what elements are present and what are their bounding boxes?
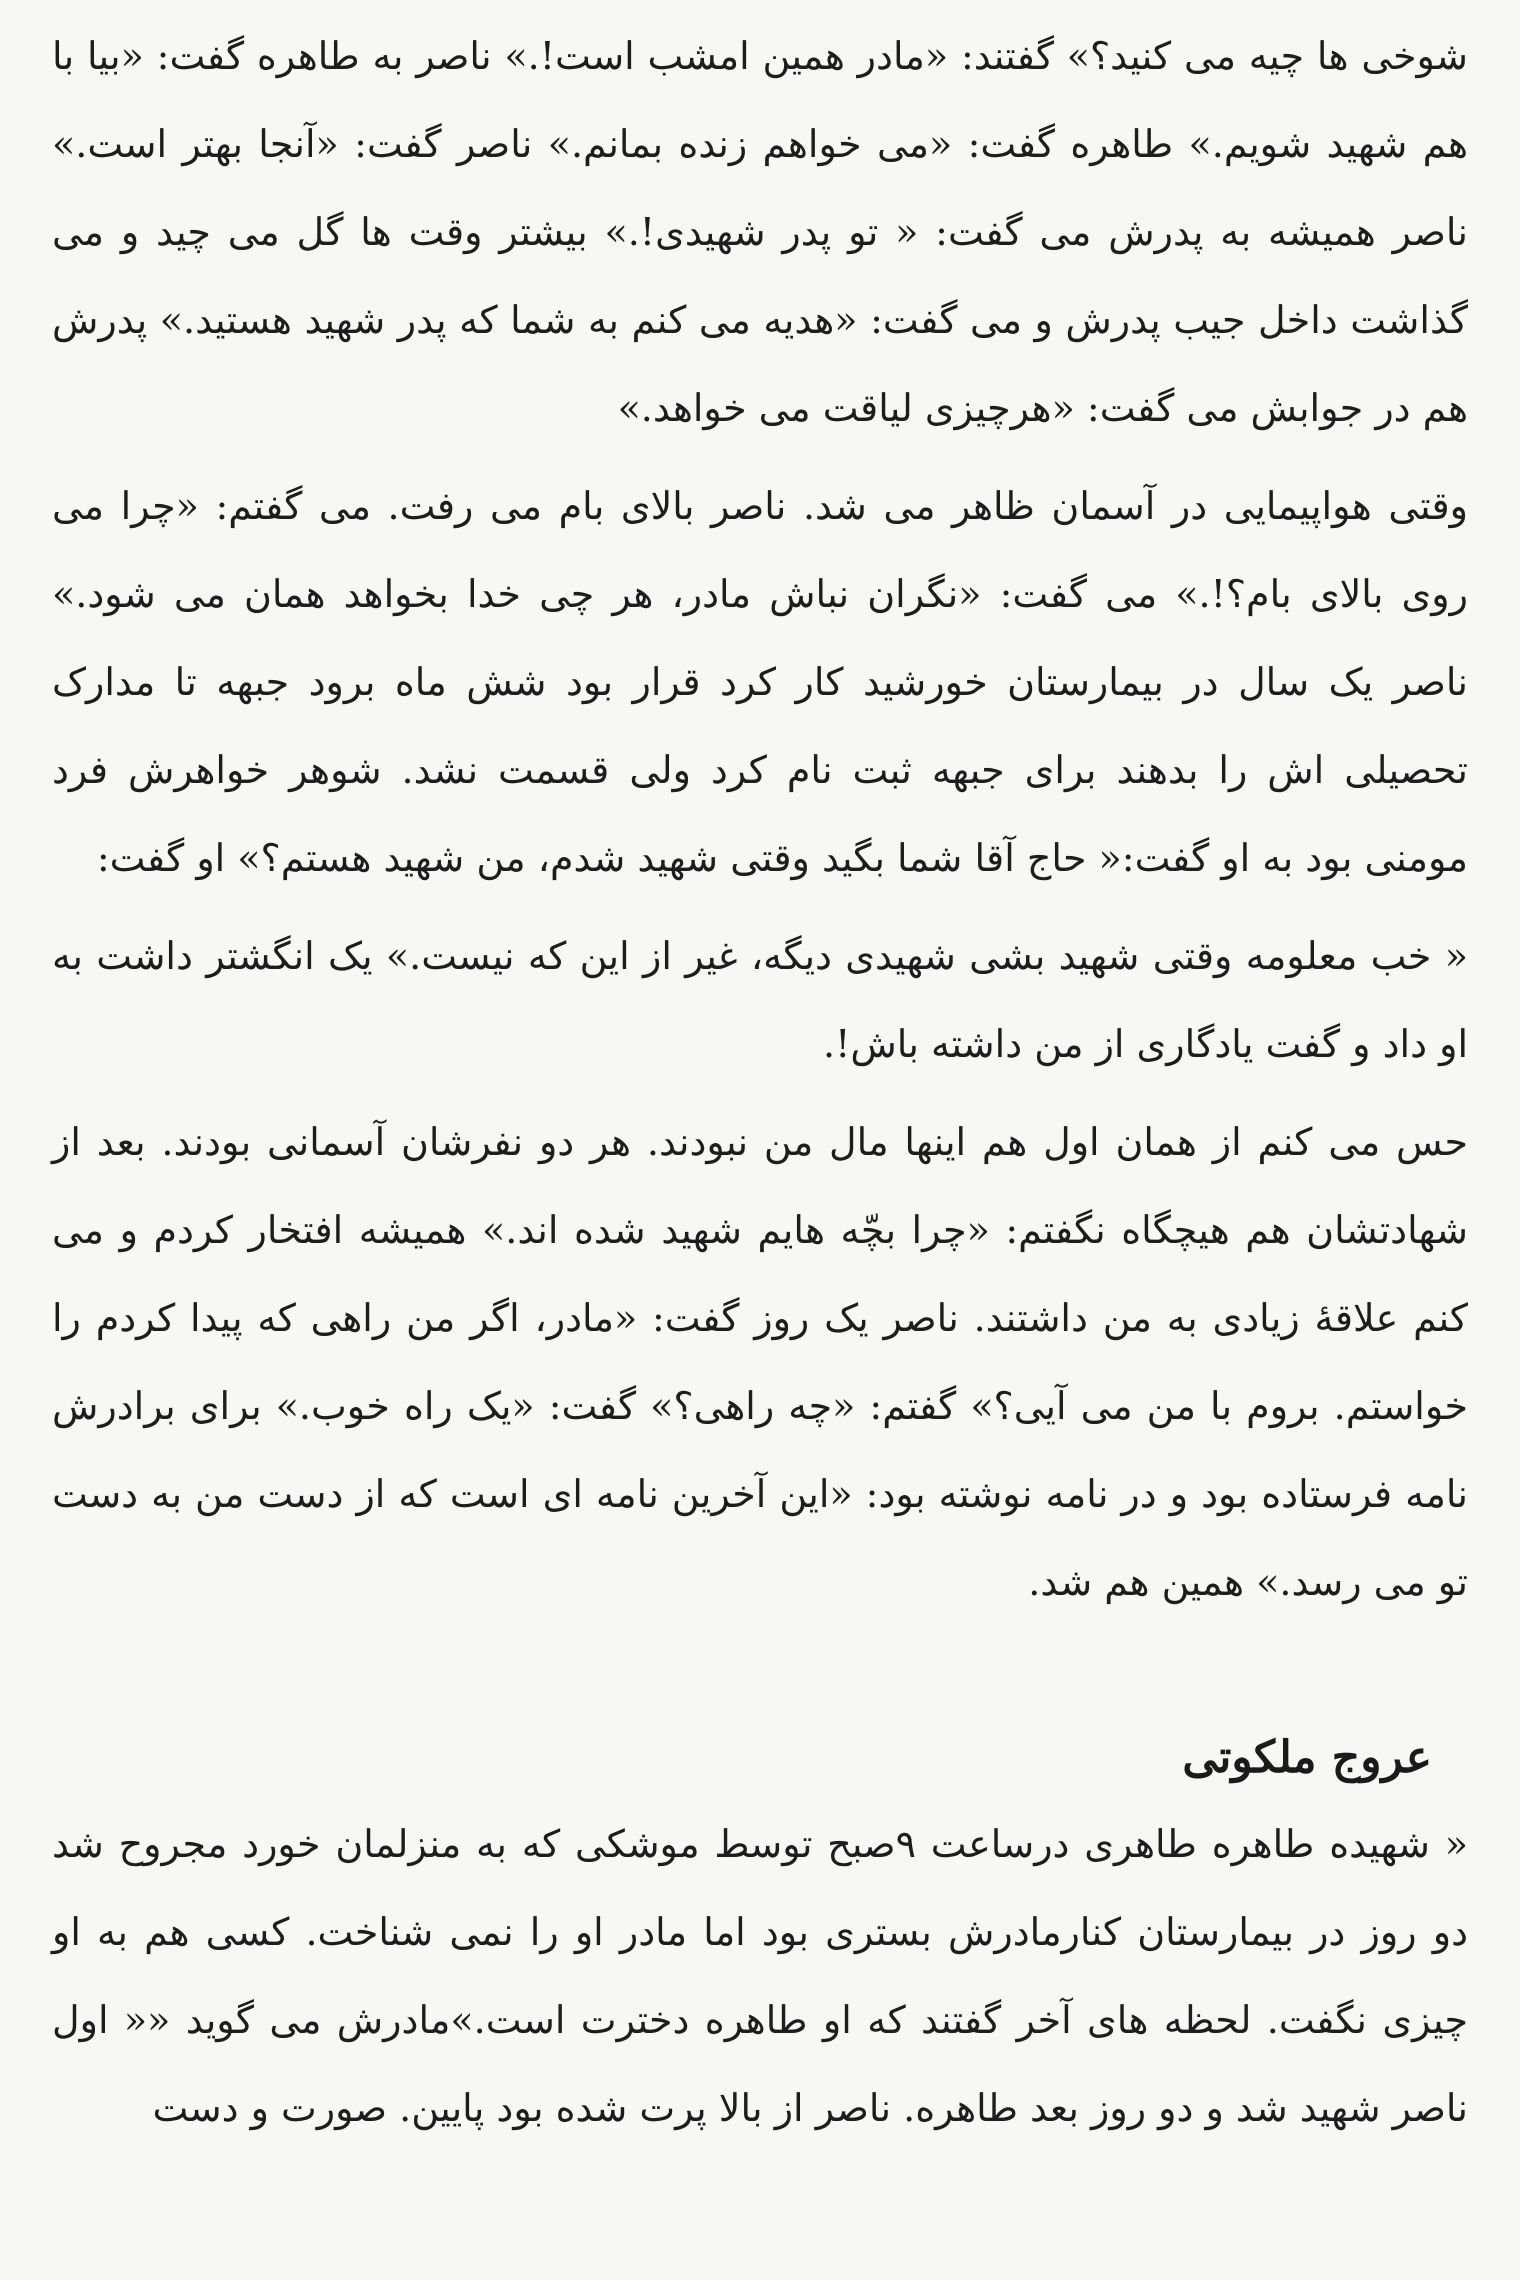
section-paragraph: « شهیده طاهره طاهری درساعت ۹صبح توسط موشکی که به منزلمان خورد مجروح شد دو روز در بیمارستان کنارمادرش بستری بود اما مادر او را نمی شناخت. کسی هم به او چیزی نگفت. لحظه های آخر گفتند که او طاهره دخترت است.»مادرش می گوید «« اول ناصر شهید شد و دو روز بعد طاهره. ناصر از بالا پرت شده بود پایین. صورت و دست — [52, 1822, 1468, 2130]
paragraph-1: شوخی ها چیه می کنید؟» گفتند: «مادر همین امشب است!.» ناصر به طاهره گفت: «بیا با هم شهید شویم.» طاهره گفت: «می خواهم زنده بمانم.» ناصر گفت: «آنجا بهتر است.» ناصر همیشه به پدرش می گفت: « تو پدر شهیدی!.» بیشتر وقت ها گل می چید و می گذاشت داخل جیب پدرش و می گفت: «هدیه می کنم به شما که پدر شهید هستید.» پدرش هم در جوابش می گفت: «هرچیزی لیاقت می خواهد.» — [52, 34, 1468, 430]
paragraph-4: حس می کنم از همان اول هم اینها مال من نبودند. هر دو نفرشان آسمانی بودند. بعد از شهادتشان هم هیچگاه نگفتم: «چرا بچّه هایم شهید شده اند.» همیشه افتخار کردم و می کنم علاقهٔ زیادی به من داشتند. ناصر یک روز گفت: «مادر، اگر من راهی که پیدا کردم را خواستم. بروم با من می آیی؟» گفتم: «چه راهی؟» گفت: «یک راه خوب.» برای برادرش نامه فرستاده بود و در نامه نوشته بود: «این آخرین نامه ای است که از دست من به دست تو می رسد.» همین هم شد. — [52, 1120, 1468, 1604]
paragraph-2: وقتی هواپیمایی در آسمان ظاهر می شد. ناصر بالای بام می رفت. می گفتم: «چرا می روی بالای بام؟!.» می گفت: «نگران نباش مادر، هر چی خدا بخواهد همان می شود.» ناصر یک سال در بیمارستان خورشید کار کرد قرار بود شش ماه برود جبهه تا مدارک تحصیلی اش را بدهند برای جبهه ثبت نام کرد ولی قسمت نشد. شوهر خواهرش فرد مومنی بود به او گفت:« حاج آقا شما بگید وقتی شهید شدم، من شهید هستم؟» او گفت: — [52, 484, 1468, 880]
section-heading: عروج ملکوتی — [1182, 1732, 1432, 1783]
paragraph-3: « خب معلومه وقتی شهید بشی شهیدی دیگه، غیر از این که نیست.» یک انگشتر داشت به او داد و گفت یادگاری از من داشته باش!. — [52, 934, 1468, 1066]
main-text — [52, 12, 1468, 1626]
